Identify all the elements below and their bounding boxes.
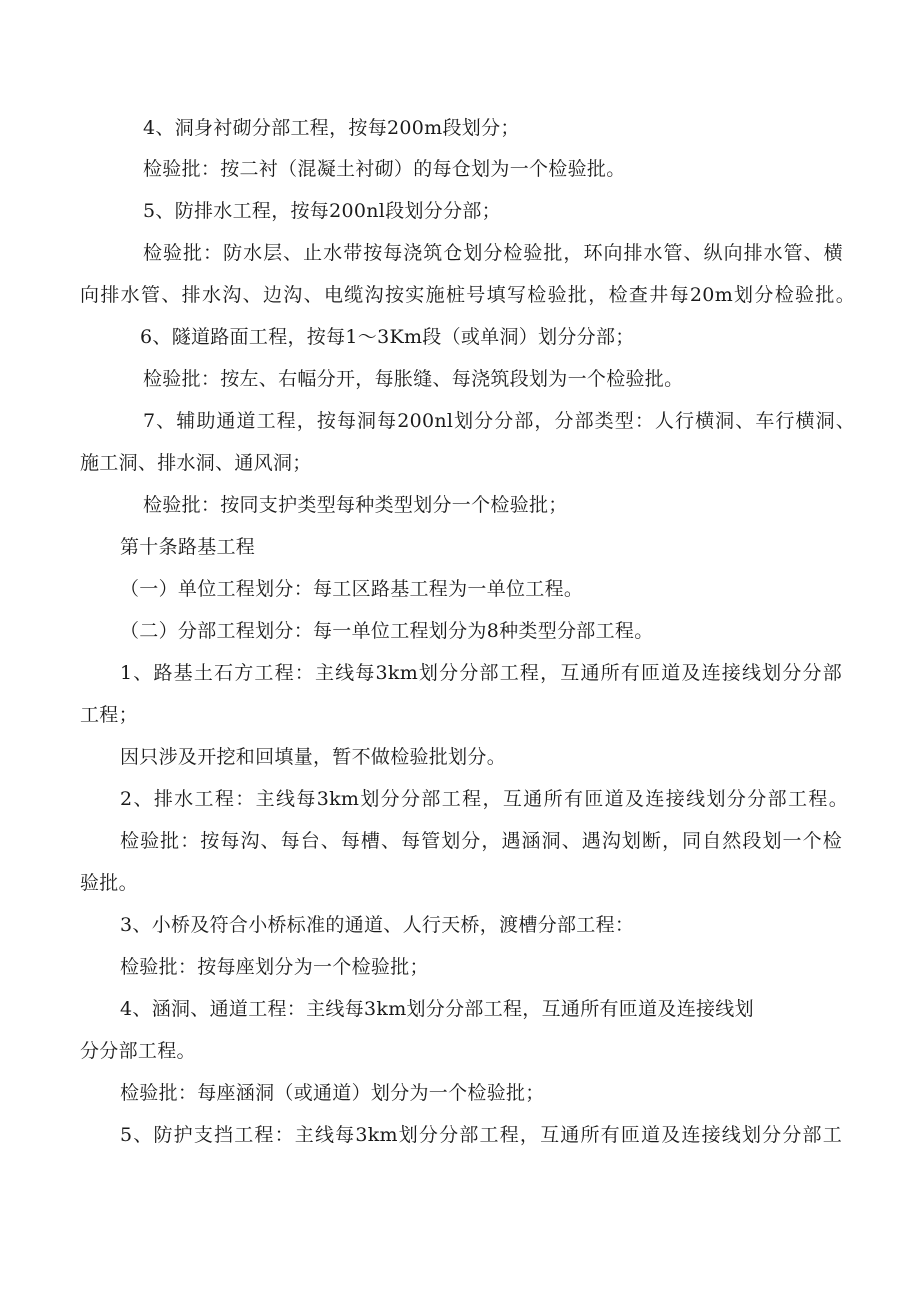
paragraph-line: 检验批：按每座划分为一个检验批； bbox=[120, 956, 429, 978]
paragraph-line: 验批。 bbox=[80, 872, 138, 894]
section-heading: 第十条路基工程 bbox=[120, 536, 256, 558]
paragraph-line: 5、防排水工程，按每200nl段划分分部； bbox=[143, 200, 501, 222]
paragraph-line: 检验批：按二衬（混凝土衬砌）的每仓划为一个检验批。 bbox=[143, 158, 626, 180]
paragraph-line: 检验批：每座涵洞（或通道）划分为一个检验批； bbox=[120, 1082, 545, 1104]
paragraph-line: 施工洞、排水洞、通风洞； bbox=[80, 452, 312, 474]
paragraph-line: 5、防护支挡工程：主线每3km划分分部工程，互通所有匝道及连接线划分分部工 bbox=[120, 1124, 842, 1146]
paragraph-line: 2、排水工程：主线每3km划分分部工程，互通所有匝道及连接线划分分部工程。 bbox=[120, 788, 848, 810]
paragraph-line: 6、隧道路面工程，按每1～3Km段（或单洞）划分分部； bbox=[140, 326, 635, 348]
paragraph-line: 检验批：按同支护类型每种类型划分一个检验批； bbox=[143, 494, 568, 516]
paragraph-line: 分分部工程。 bbox=[80, 1040, 196, 1062]
paragraph-line: 检验批：按每沟、每台、每槽、每管划分，遇涵洞、遇沟划断，同自然段划一个检 bbox=[120, 830, 842, 852]
paragraph-line: （一）单位工程划分：每工区路基工程为一单位工程。 bbox=[120, 578, 584, 600]
paragraph-line: 检验批：防水层、止水带按每浇筑仓划分检验批，环向排水管、纵向排水管、横 bbox=[143, 242, 843, 264]
paragraph-line: 7、辅助通道工程，按每洞每200nl划分分部，分部类型：人行横洞、车行横洞、 bbox=[143, 410, 855, 432]
paragraph-line: 3、小桥及符合小桥标准的通道、人行天桥，渡槽分部工程： bbox=[120, 914, 635, 936]
paragraph-line: （二）分部工程划分：每一单位工程划分为8种类型分部工程。 bbox=[120, 620, 654, 642]
paragraph-line: 因只涉及开挖和回填量，暂不做检验批划分。 bbox=[120, 746, 507, 768]
paragraph-line: 4、涵洞、通道工程：主线每3km划分分部工程，互通所有匝道及连接线划 bbox=[120, 998, 754, 1020]
paragraph-line: 向排水管、排水沟、边沟、电缆沟按实施桩号填写检验批，检查井每20m划分检验批。 bbox=[80, 284, 855, 306]
paragraph-line: 检验批：按左、右幅分开，每胀缝、每浇筑段划为一个检验批。 bbox=[143, 368, 684, 390]
paragraph-line: 1、路基土石方工程：主线每3km划分分部工程，互通所有匝道及连接线划分分部 bbox=[120, 662, 842, 684]
paragraph-line: 工程； bbox=[80, 704, 138, 726]
paragraph-line: 4、洞身衬砌分部工程，按每200m段划分； bbox=[143, 117, 520, 139]
